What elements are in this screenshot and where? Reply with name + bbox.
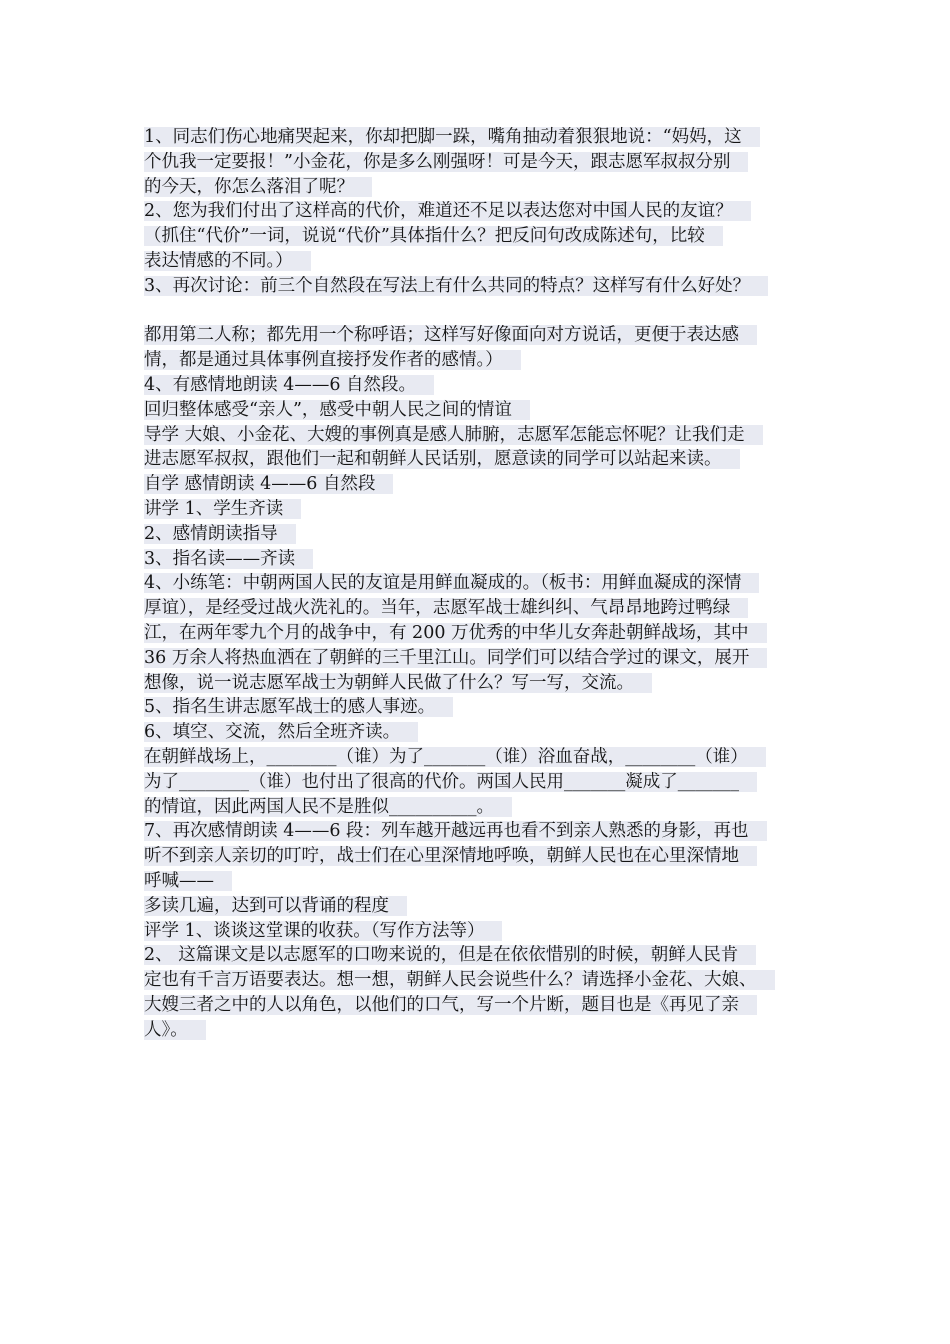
text-line-content: 3、指名读——齐读: [144, 549, 313, 569]
text-line-content: 4、有感情地朗读 4——6 自然段。: [144, 375, 434, 395]
text-line-content: 江，在两年零九个月的战争中，有 200 万优秀的中华儿女奔赴朝鲜战场，其中: [144, 623, 767, 643]
text-line-content: 的今天，你怎么落泪了呢？: [144, 177, 372, 197]
text-line: [144, 175, 834, 200]
text-line: [144, 447, 834, 472]
text-line-content: 呼喊——: [144, 871, 232, 891]
text-line: [144, 646, 834, 671]
text-line-content: 多读几遍，达到可以背诵的程度: [144, 896, 407, 916]
blank-line: [144, 299, 834, 324]
text-line: [144, 770, 834, 795]
text-line: [144, 695, 834, 720]
text-line: [144, 199, 834, 224]
text-line-content: 评学 1、谈谈这堂课的收获。（写作方法等）: [144, 921, 502, 941]
text-line-content: 个仇我一定要报！”小金花，你是多么刚强呀！可是今天，跟志愿军叔叔分别: [144, 152, 748, 172]
text-line-content: （抓住“代价”一词，说说“代价”具体指什么？把反问句改成陈述句，比较: [144, 226, 723, 246]
text-line-content: 2、 这篇课文是以志愿军的口吻来说的，但是在依依惜别的时候，朝鲜人民肯: [144, 945, 756, 965]
text-line: [144, 571, 834, 596]
text-line: [144, 125, 834, 150]
text-line: [144, 596, 834, 621]
text-line: [144, 943, 834, 968]
text-line: [144, 497, 834, 522]
text-line-content: 3、再次讨论：前三个自然段在写法上有什么共同的特点？这样写有什么好处？: [144, 276, 768, 296]
text-line: [144, 894, 834, 919]
text-line-content: 进志愿军叔叔，跟他们一起和朝鲜人民话别，愿意读的同学可以站起来读。: [144, 449, 740, 469]
text-line-content: 听不到亲人亲切的叮咛，战士们在心里深情地呼唤，朝鲜人民也在心里深情地: [144, 846, 757, 866]
text-line-content: 都用第二人称；都先用一个称呼语；这样写好像面向对方说话，更便于表达感: [144, 325, 757, 345]
text-line: [144, 869, 834, 894]
text-line-content: 定也有千言万语要表达。想一想，朝鲜人民会说些什么？请选择小金花、大娘、: [144, 970, 775, 990]
text-line-content: 在朝鲜战场上，________（谁）为了_______（谁）浴血奋战，________（谁）: [144, 747, 766, 767]
text-line-content: 情，都是通过具体事例直接抒发作者的感情。）: [144, 350, 521, 370]
text-line: [144, 1018, 834, 1043]
text-line-content: 36 万余人将热血洒在了朝鲜的三千里江山。同学们可以结合学过的课文，展开: [144, 648, 767, 668]
text-line: [144, 224, 834, 249]
text-line: [144, 993, 834, 1018]
text-line-content: 表达情感的不同。）: [144, 251, 311, 271]
text-line: [144, 472, 834, 497]
text-line: [144, 348, 834, 373]
text-line: [144, 671, 834, 696]
text-line: [144, 795, 834, 820]
text-line: [144, 819, 834, 844]
text-line-content: 为了________（谁）也付出了很高的代价。两国人民用_______凝成了_______: [144, 772, 757, 792]
text-line: [144, 373, 834, 398]
text-line: [144, 323, 834, 348]
document-body: [144, 125, 834, 1042]
text-line: [144, 522, 834, 547]
text-line: [144, 621, 834, 646]
text-line-content: 自学 感情朗读 4——6 自然段: [144, 474, 393, 494]
text-line: [144, 968, 834, 993]
text-line-content: 4、小练笔：中朝两国人民的友谊是用鲜血凝成的。（板书：用鲜血凝成的深情: [144, 573, 759, 593]
text-line: [144, 274, 834, 299]
text-line-content: 1、同志们伤心地痛哭起来，你却把脚一跺，嘴角抽动着狠狠地说：“妈妈，这: [144, 127, 760, 147]
text-line: [144, 720, 834, 745]
text-line: [144, 919, 834, 944]
text-line-content: 7、再次感情朗读 4——6 段：列车越开越远再也看不到亲人熟悉的身影，再也: [144, 821, 767, 841]
text-line-content: 2、感情朗读指导: [144, 524, 296, 544]
text-line: [144, 398, 834, 423]
text-line-content: 5、指名生讲志愿军战士的感人事迹。: [144, 697, 453, 717]
text-line-content: 想像，说一说志愿军战士为朝鲜人民做了什么？写一写，交流。: [144, 673, 652, 693]
text-line: [144, 249, 834, 274]
text-line: [144, 150, 834, 175]
text-line-content: 导学 大娘、小金花、大嫂的事例真是感人肺腑，志愿军怎能忘怀呢？让我们走: [144, 425, 763, 445]
text-line: [144, 745, 834, 770]
text-line: [144, 547, 834, 572]
text-line-content: 大嫂三者之中的人以角色，以他们的口气，写一个片断，题目也是《再见了亲: [144, 995, 757, 1015]
text-line: [144, 844, 834, 869]
text-line-content: 讲学 1、学生齐读: [144, 499, 301, 519]
text-line-content: 厚谊），是经受过战火洗礼的。当年，志愿军战士雄纠纠、气昂昂地跨过鸭绿: [144, 598, 748, 618]
text-line: [144, 423, 834, 448]
text-line-content: 回归整体感受“亲人”，感受中朝人民之间的情谊: [144, 400, 530, 420]
text-line-content: 2、您为我们付出了这样高的代价，难道还不足以表达您对中国人民的友谊？: [144, 201, 751, 221]
text-line-content: 的情谊，因此两国人民不是胜似__________。: [144, 797, 512, 817]
text-line-content: 6、填空、交流，然后全班齐读。: [144, 722, 418, 742]
text-line-content: 人》。: [144, 1020, 206, 1040]
